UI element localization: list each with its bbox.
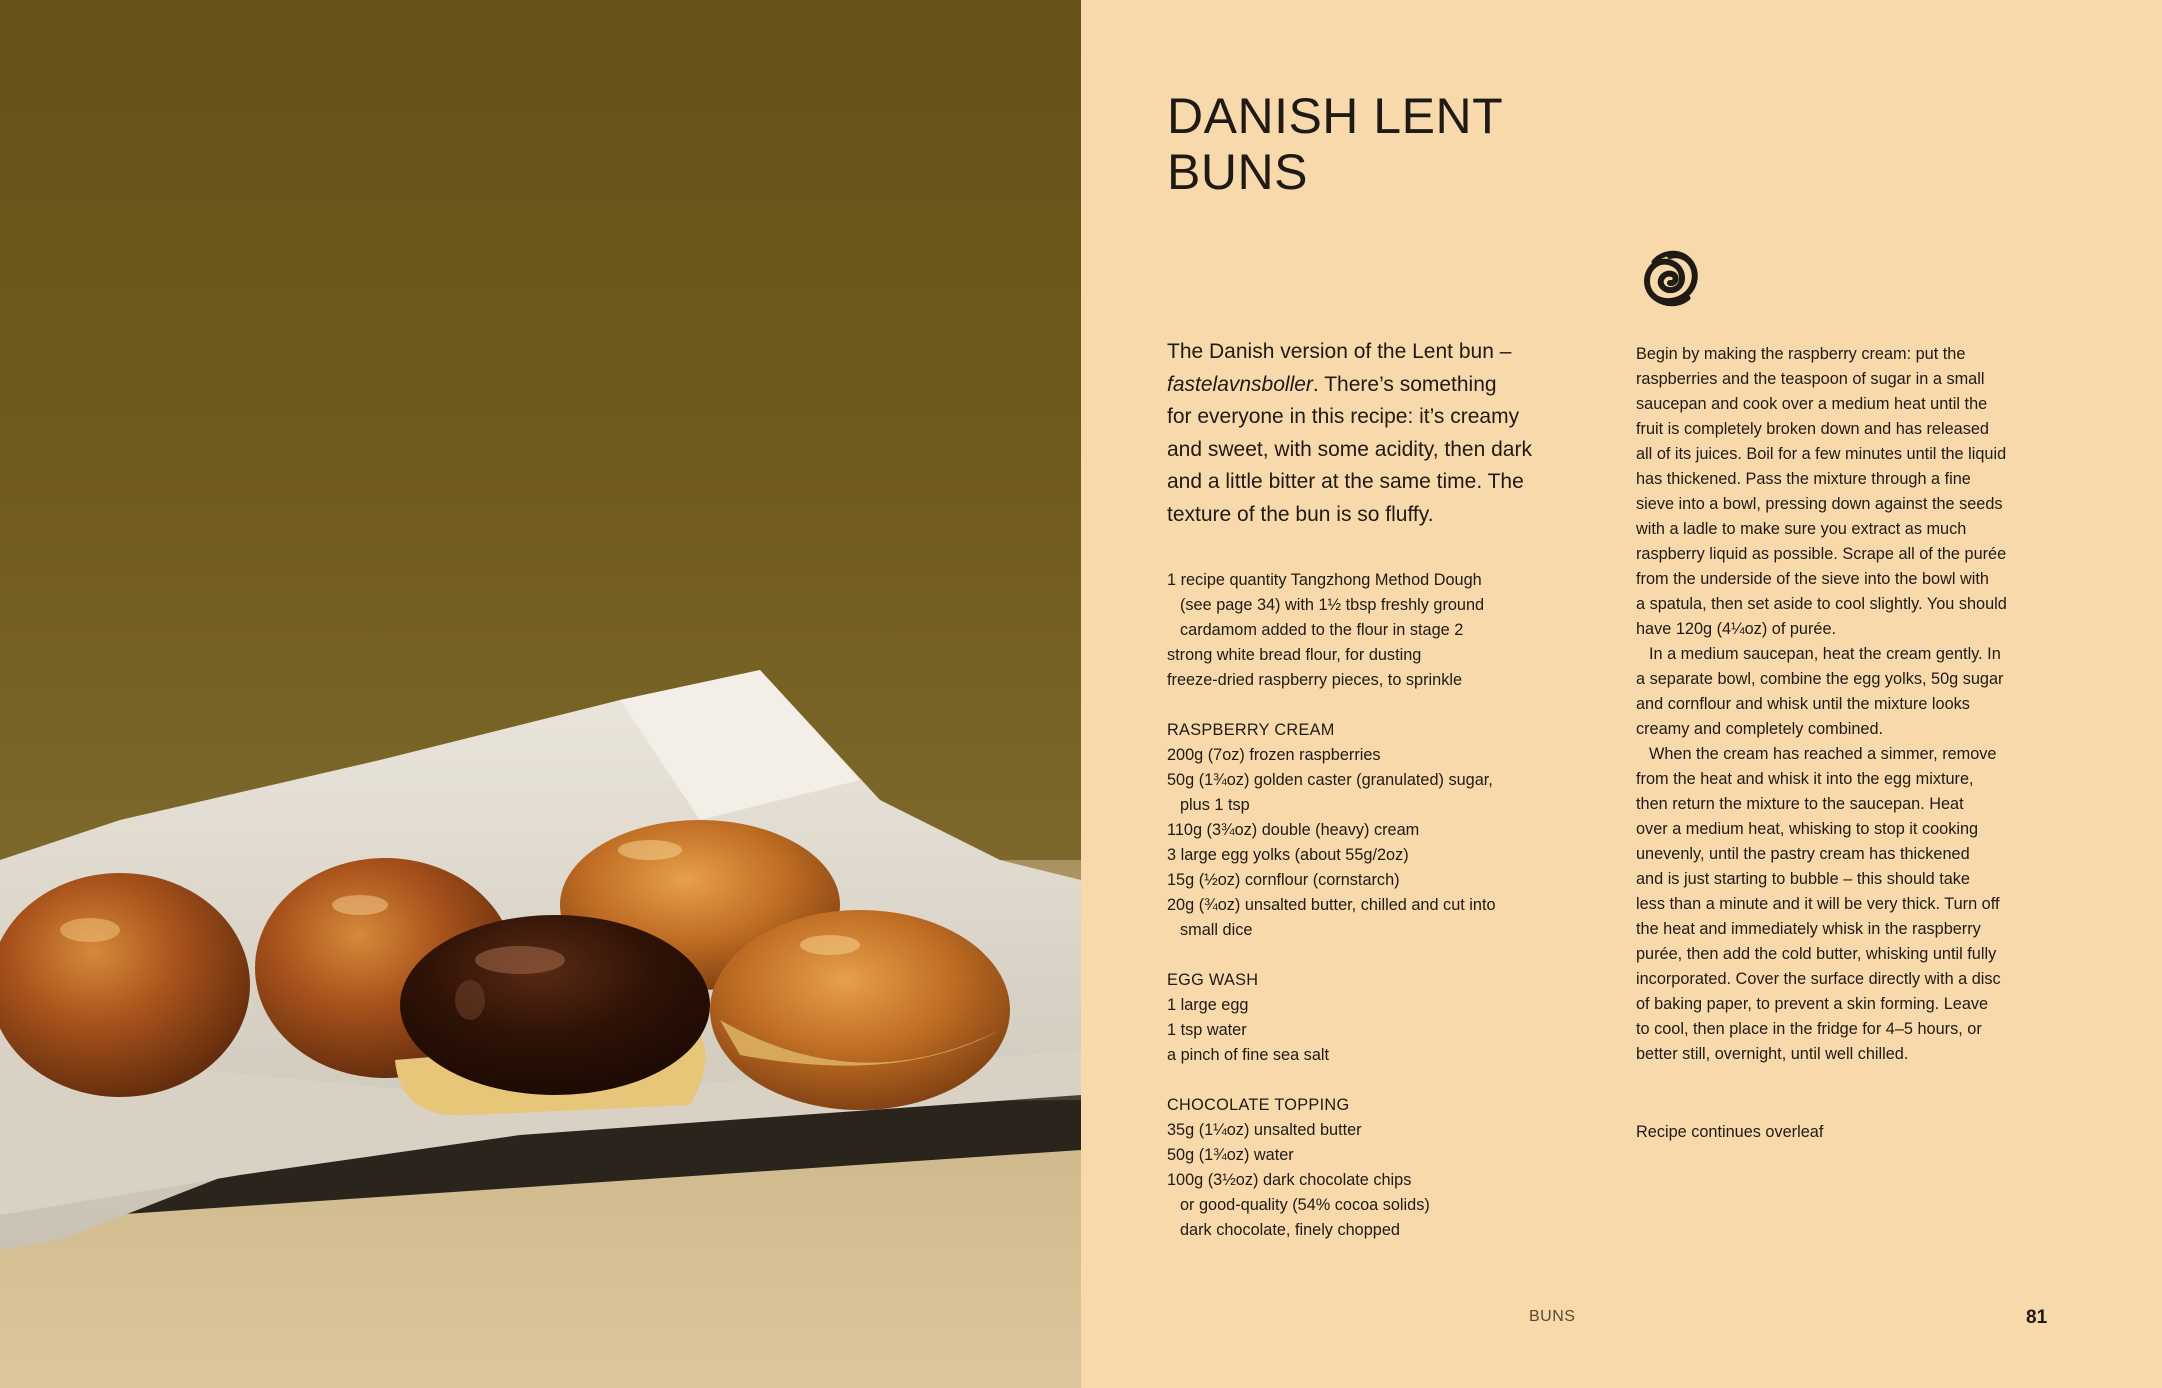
ingredient-line: freeze-dried raspberry pieces, to sprinkle [1167,671,1463,689]
ingredient-line: plus 1 tsp [1180,796,1250,814]
method-line: fruit is completely broken down and has released [1636,420,1989,438]
method-line: creamy and completely combined. [1636,720,1884,738]
swirl-icon [1634,242,1706,314]
egg-wash-heading: EGG WASH [1167,971,1259,989]
title-line-1: DANISH LENT [1167,88,1504,144]
method-line: with a ladle to make sure you extract as much [1636,520,1967,538]
ingredient-line: cardamom added to the flour in stage 2 [1180,621,1464,639]
intro-line: and a little bitter at the same time. The [1167,470,1524,494]
method-line: purée, then add the cold butter, whisking until fully [1636,945,1997,963]
method-line: and cornflour and whisk until the mixture looks [1636,695,1970,713]
method-line: a separate bowl, combine the egg yolks, 50g sugar [1636,670,2004,688]
ingredient-line: small dice [1180,921,1253,939]
method-paragraph-1 [1636,342,2056,642]
intro-line: The Danish version of the Lent bun – [1167,340,1512,363]
ingredient-line: 50g (1¾oz) golden caster (granulated) sugar, [1167,771,1493,789]
method-paragraph-2 [1636,642,2056,742]
ingredient-line: 100g (3½oz) dark chocolate chips [1167,1171,1412,1189]
running-footer-section: BUNS [1529,1308,1576,1325]
method-line: over a medium heat, whisking to stop it cooking [1636,820,1979,838]
page-number: 81 [2026,1307,2048,1328]
method-paragraph-3 [1636,742,2056,1067]
intro-line: texture of the bun is so fluffy. [1167,502,1434,526]
ingredient-line: a pinch of fine sea salt [1167,1046,1330,1064]
recipe-title [1167,88,1687,200]
ingredient-line: dark chocolate, finely chopped [1180,1221,1400,1239]
method-line: In a medium saucepan, heat the cream gently. In [1649,645,2001,663]
method-line: When the cream has reached a simmer, remove [1649,745,1997,763]
method-line: less than a minute and it will be very thick. Turn off [1636,895,2000,913]
method-line: have 120g (4¼oz) of purée. [1636,620,1837,638]
method-line: unevenly, until the pastry cream has thickened [1636,845,1970,863]
method-line: then return the mixture to the saucepan. Heat [1636,795,1964,813]
method-line: from the heat and whisk it into the egg mixture, [1636,770,1974,788]
ingredient-line: or good-quality (54% cocoa solids) [1180,1196,1430,1214]
method-line: of baking paper, to prevent a skin forming. Leave [1636,995,1989,1013]
method-line: raspberry liquid as possible. Scrape all of the purée [1636,545,2007,563]
ingredient-line: (see page 34) with 1½ tbsp freshly ground [1180,596,1485,614]
method-line: raspberries and the teaspoon of sugar in a small [1636,370,1985,388]
intro-line: for everyone in this recipe: it’s creamy [1167,405,1520,429]
ingredient-line: 3 large egg yolks (about 55g/2oz) [1167,846,1409,864]
method-line: has thickened. Pass the mixture through a fine [1636,470,1971,488]
ingredient-line: 110g (3¾oz) double (heavy) cream [1167,821,1420,839]
method-line: a spatula, then set aside to cool slightly. You should [1636,595,2007,613]
chocolate-topping-heading: CHOCOLATE TOPPING [1167,1096,1350,1114]
intro-line: and sweet, with some acidity, then dark [1167,437,1532,461]
recipe-page [1081,0,2162,1388]
method-line: saucepan and cook over a medium heat until the [1636,395,1988,413]
ingredient-line: 200g (7oz) frozen raspberries [1167,746,1381,764]
method-line: better still, overnight, until well chilled. [1636,1045,1909,1063]
title-line-2: BUNS [1167,144,1308,200]
method-line: sieve into a bowl, pressing down against the seeds [1636,495,2003,513]
ingredients-list [1167,568,1587,1243]
intro-line: . There’s something [1312,372,1497,396]
method-line: the heat and immediately whisk in the raspberry [1636,920,1981,938]
method-line: to cool, then place in the fridge for 4–5 hours, or [1636,1020,1982,1038]
ingredient-line: 1 tsp water [1167,1021,1247,1039]
method-line: Begin by making the raspberry cream: put the [1636,345,1966,363]
intro-italic-term: fastelavnsboller [1167,372,1313,396]
ingredient-line: strong white bread flour, for dusting [1167,646,1422,664]
raspberry-cream-heading: RASPBERRY CREAM [1167,721,1335,739]
ingredient-line: 35g (1¼oz) unsalted butter [1167,1121,1362,1139]
ingredient-line: 1 large egg [1167,996,1249,1014]
ingredient-line: 1 recipe quantity Tangzhong Method Dough [1167,571,1482,589]
method-line: all of its juices. Boil for a few minutes until the liquid [1636,445,2007,463]
ingredient-line: 15g (½oz) cornflour (cornstarch) [1167,871,1400,889]
recipe-continues-note: Recipe continues overleaf [1636,1123,1824,1141]
method-line: incorporated. Cover the surface directly with a disc [1636,970,2001,988]
method-text [1636,342,2056,1067]
method-line: and is just starting to bubble – this should take [1636,870,1970,888]
ingredient-line: 20g (¾oz) unsalted butter, chilled and cut into [1167,896,1496,914]
intro-paragraph [1167,336,1577,532]
method-line: from the underside of the sieve into the bowl with [1636,570,1989,588]
ingredient-line: 50g (1¾oz) water [1167,1146,1294,1164]
